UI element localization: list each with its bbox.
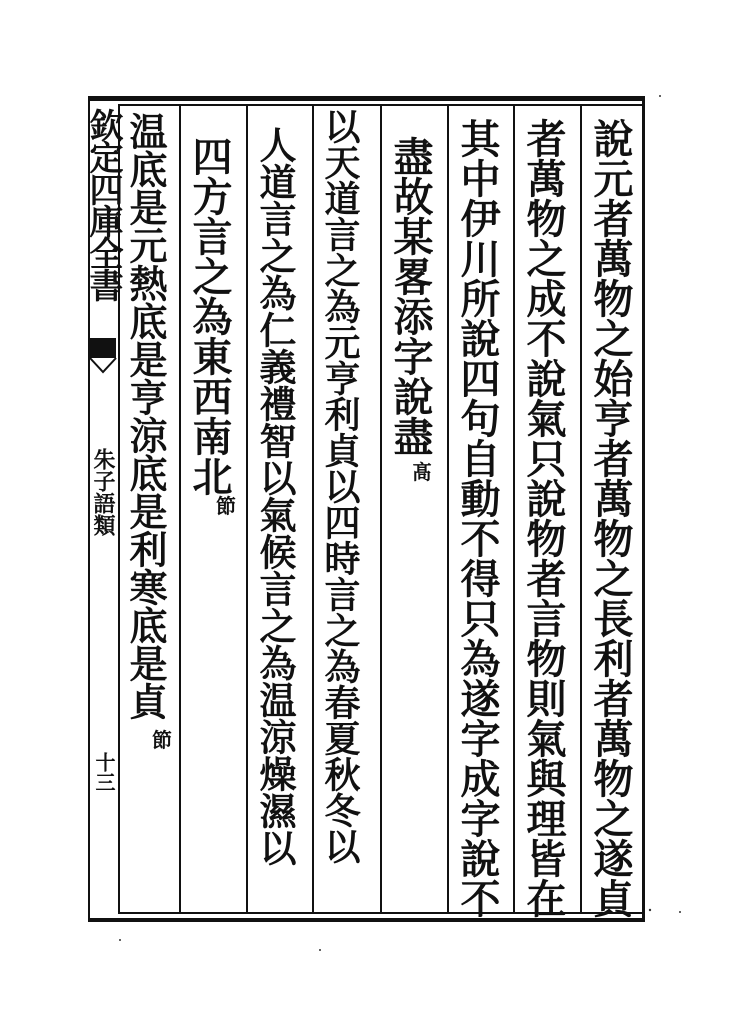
text-column-6: 人道言之為仁義禮智以氣候言之為温涼燥濕以 — [253, 126, 297, 866]
series-title: 欽定四庫全書 — [83, 108, 123, 300]
text-column-5: 以天道言之為元亨利貞以四時言之為春夏秋冬以 — [319, 108, 361, 864]
page-number: 十三 — [92, 752, 116, 792]
text-column-7: 四方言之為東西南北 — [186, 136, 233, 496]
column-8-note: 節 — [152, 728, 172, 752]
column-4-note: 髙 — [412, 460, 432, 484]
text-column-8: 温底是元熱底是亨涼底是利寒底是貞 — [123, 112, 168, 720]
text-column-1: 說元者萬物之始亨者萬物之長利者萬物之遂貞 — [587, 118, 634, 918]
column-7-note: 節 — [216, 494, 236, 518]
text-column-4: 盡故某畧添字說盡 — [387, 136, 434, 456]
book-title: 朱子語類 — [90, 448, 116, 536]
text-column-3: 其中伊川所說四句自動不得只為遂字成字說不 — [454, 118, 501, 918]
text-column-2: 者萬物之成不說氣只說物者言物則氣與理皆在 — [520, 118, 567, 918]
